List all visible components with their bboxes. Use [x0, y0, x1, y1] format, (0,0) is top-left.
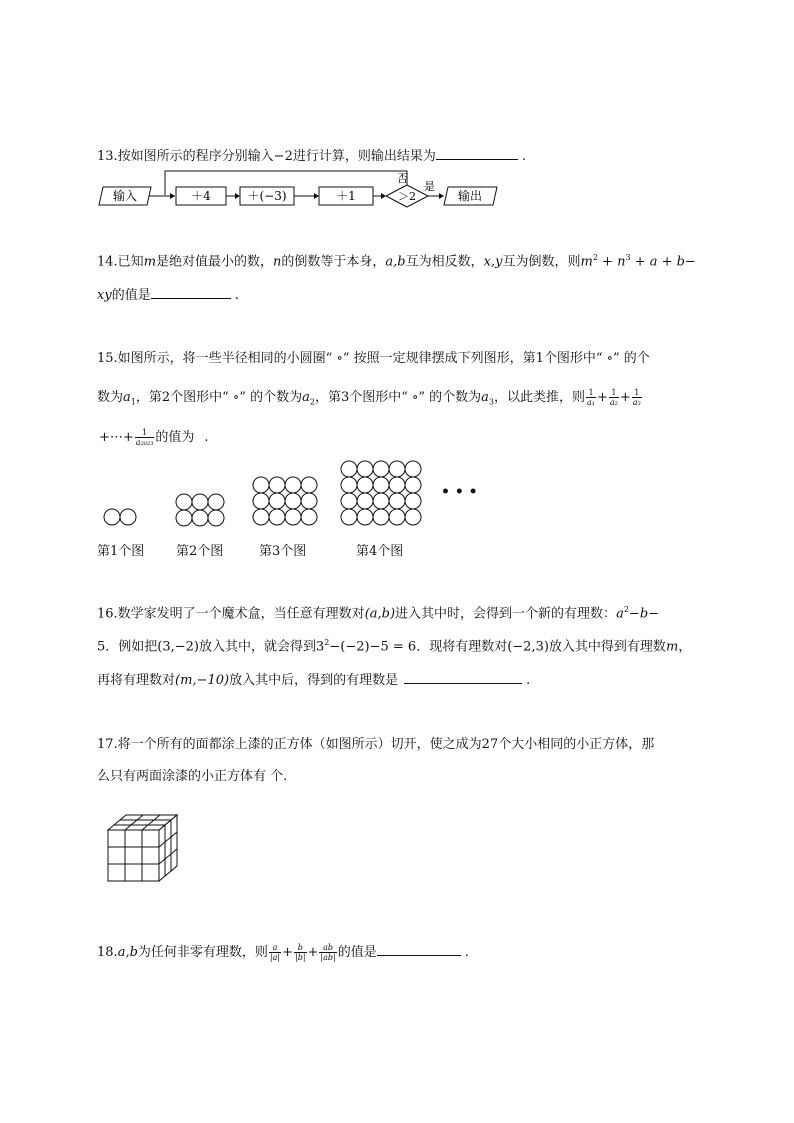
q15-text-a: 数为 [97, 390, 124, 405]
q14-text-d: 互为倒数，则 [502, 254, 581, 270]
figure-1 [104, 509, 136, 525]
q14-xy-term: xy [97, 288, 112, 303]
q18-end: . [464, 945, 469, 960]
q18-frac1: $\frac{a}{|a|}$ [269, 943, 281, 962]
q18-frac2: $\frac{b}{|b|}$ [295, 943, 306, 962]
q15-text-e: +⋯+ [99, 430, 134, 445]
q15-circle-figures [95, 456, 495, 536]
q18-answer-blank[interactable] [377, 943, 461, 956]
q14-m: m [143, 254, 157, 270]
q15-a1-sub: 1 [130, 397, 136, 407]
q14-xy: x,y [483, 254, 503, 270]
q17-cube-figure [106, 810, 186, 890]
q14-ab: a,b [385, 254, 406, 270]
q15-plus2: + [619, 390, 631, 405]
question-14-line1 [97, 254, 696, 268]
question-16-line2 [97, 639, 691, 653]
q14-n: n [273, 254, 282, 270]
q15-a1: a [123, 390, 131, 405]
q16-expr: a [616, 606, 624, 622]
q17-line2: 么只有两面涂漆的小正方体有 个. [97, 769, 288, 784]
question-16-line1 [97, 606, 659, 620]
q16-comma: ， [678, 639, 692, 655]
q16-pair: (a,b) [364, 606, 396, 622]
q14-expr1-sup: 2 [592, 253, 598, 262]
q16-text-h: 放入其中后，得到的有理数是 [229, 673, 399, 688]
q14-text-c: 互为相反数， [405, 254, 484, 270]
question-15-line3 [99, 428, 209, 447]
q14-expr2: + n [597, 254, 626, 270]
q15-a2: a [302, 390, 310, 405]
q15-a3-sub: 3 [488, 397, 494, 407]
q18-frac3: $\frac{ab}{|ab|}$ [320, 943, 336, 962]
q15-ellipsis: • • • [441, 484, 478, 500]
q15-text-c: ，第3个图形中“ ∘” 的个数为 [314, 390, 482, 405]
q17-line1: 17.将一个所有的面都涂上漆的正方体（如图所示）切开，使之成为27个大小相同的小正方体，那 [97, 737, 655, 752]
q16-text-a: 16.数学家发明了一个魔术盒，当任意有理数对 [97, 606, 365, 622]
question-15-line1 [97, 352, 650, 365]
q15-frac2: $\frac{1}{\text{a₂}}$ [609, 388, 618, 407]
q14-expr2-sup: 3 [625, 253, 631, 262]
q18-plus2: + [307, 945, 319, 960]
q16-text-g: 再将有理数对 [97, 673, 176, 688]
q14-answer-blank[interactable] [151, 286, 231, 299]
q14-text-e: 的值是 [111, 288, 151, 303]
question-17-line2 [97, 770, 287, 783]
q16-text-c: 5．例如把 [97, 639, 158, 655]
q15-caption-1: 第1个图 [97, 544, 145, 559]
q16-pair2: (3,−2) [157, 639, 199, 655]
q15-text-d: ，以此类推，则 [494, 390, 586, 405]
q16-expr2-tail: −(−2)−5 = 6 [329, 639, 417, 655]
flow-op1-label: ＋4 [191, 189, 211, 203]
q15-end: . [204, 430, 209, 445]
q16-text-d: 放入其中，就会得到 [199, 639, 317, 655]
q16-pair4: (m,−10) [175, 673, 230, 688]
q15-line1: 15.如图所示，将一些半径相同的小圆圈“ ∘” 按照一定规律摆成下列图形，第1个图形中“ ∘” 的个 [97, 351, 650, 366]
flow-op2-label: ＋(−3) [247, 189, 287, 203]
q14-text-a: 是绝对值最小的数， [156, 254, 274, 270]
question-13 [97, 147, 526, 163]
flow-op3-label: ＋1 [336, 189, 356, 203]
flow-no-label: 否 [397, 172, 408, 185]
q18-text: 为任何非零有理数，则 [137, 945, 268, 960]
q15-caption-3: 第3个图 [259, 544, 307, 559]
q16-expr2-sup: 2 [324, 638, 330, 647]
q16-expr-tail: −b− [628, 606, 660, 622]
q15-caption-4: 第4个图 [356, 544, 404, 559]
q18-ab: a,b [117, 945, 138, 960]
q13-end: . [521, 149, 526, 164]
figure-4 [341, 461, 421, 525]
q14-end: . [234, 288, 239, 303]
question-14-line2 [97, 286, 239, 302]
q16-answer-blank[interactable] [404, 671, 522, 684]
q14-text-b: 的倒数等于本身， [281, 254, 386, 270]
q18-start: 18. [97, 945, 118, 960]
q15-a2-sub: 2 [309, 397, 315, 407]
q14-start: 14.已知 [97, 254, 144, 270]
q16-m: m [665, 639, 679, 655]
q13-answer-blank[interactable] [436, 147, 518, 160]
flow-input-label: 输入 [112, 189, 138, 203]
figure-3 [253, 477, 317, 525]
q16-expr2: 3 [316, 639, 325, 655]
q13-text: 13.按如图所示的程序分别输入−2进行计算，则输出结果为 [97, 149, 436, 164]
q15-a3: a [481, 390, 489, 405]
q14-expr3: + a + b− [630, 254, 696, 270]
q16-text-e: ．现将有理数对 [416, 639, 508, 655]
q16-expr-sup: 2 [623, 605, 629, 614]
q15-plus1: + [597, 390, 608, 405]
q16-text-b: 进入其中时，会得到一个新的有理数： [395, 606, 617, 622]
question-15-line2 [97, 388, 643, 407]
q16-end: . [526, 673, 531, 688]
q15-frac1: $\frac{1}{\text{a₁}}$ [587, 388, 595, 407]
q15-text-f: 的值为 [155, 430, 195, 445]
flow-output-label: 输出 [457, 189, 483, 203]
q16-pair3: (−2,3) [507, 639, 549, 655]
q13-flowchart [95, 168, 515, 208]
q15-caption-2: 第2个图 [176, 544, 224, 559]
question-16-line3 [97, 671, 530, 687]
q18-tail: 的值是 [337, 945, 377, 960]
question-18 [97, 943, 469, 962]
q16-text-f: 放入其中得到有理数 [548, 639, 666, 655]
q15-frac3: $\frac{1}{\text{a₃}}$ [632, 388, 641, 407]
q15-text-b: ，第2个图形中“ ∘” 的个数为 [135, 390, 303, 405]
q18-plus1: + [282, 945, 293, 960]
q14-expr1: m [580, 254, 593, 270]
flow-yes-label: 是 [424, 180, 435, 193]
question-17-line1 [97, 738, 654, 751]
flow-cond-label: ＞2 [398, 190, 416, 203]
q15-frac4: $\frac{1}{\text{a₂₀₂₃}}$ [135, 428, 154, 447]
figure-2 [176, 494, 224, 526]
